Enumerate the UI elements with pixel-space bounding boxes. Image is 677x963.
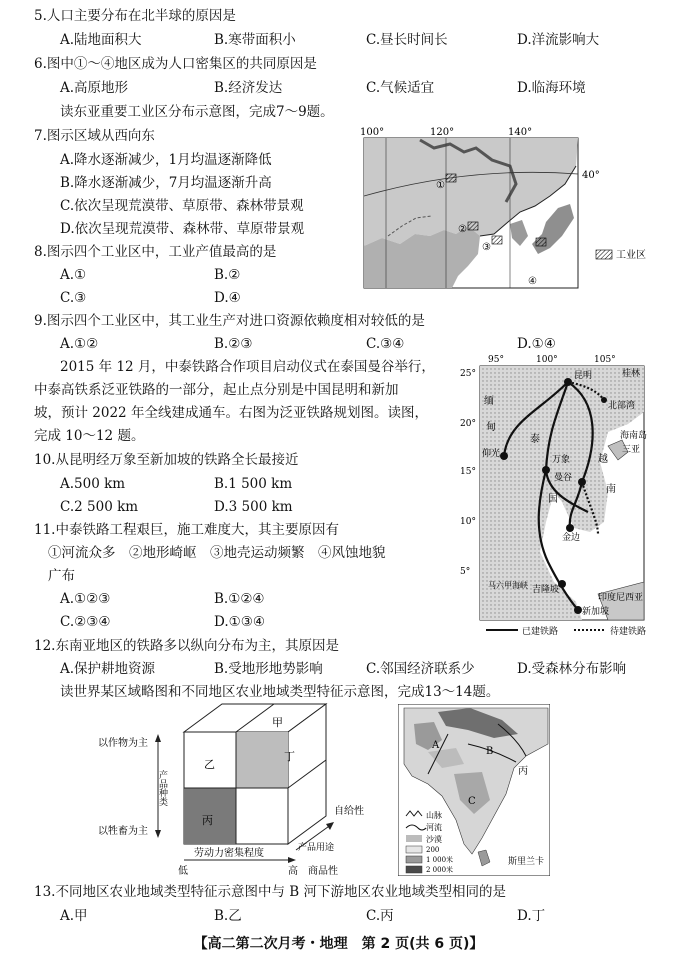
south-asia-map [398, 704, 550, 876]
map2-lat-5: 5° [460, 567, 471, 577]
map2-lon-95: 95° [488, 355, 504, 365]
map3-srilanka: 斯里兰卡 [508, 857, 545, 867]
q9-option-d: D.①④ [517, 336, 556, 352]
cube-labor: 劳动力密集程度 [194, 848, 264, 859]
map2-legend-planned: 待建铁路 [610, 627, 647, 637]
q9-option-b: B.②③ [214, 336, 253, 352]
cube-ding: 丁 [284, 750, 295, 763]
q11-stem: 11.中泰铁路工程艰巨，施工难度大，其主要原因有 [34, 522, 339, 538]
map2-mangu: 曼谷 [554, 473, 573, 483]
map2-hainan: 海南岛 [620, 431, 648, 441]
q7-option-d: D.依次呈现荒漠带、森林带、草原带景观 [60, 221, 305, 237]
map2-nan: 南 [606, 484, 616, 495]
map2-lon-105: 105° [594, 355, 616, 365]
map2-jilongpo: 吉隆坡 [532, 585, 560, 595]
q7-option-c: C.依次呈现荒漠带、草原带、森林带景观 [60, 198, 304, 214]
east-asia-industrial-map [360, 126, 650, 292]
q10-option-d: D.3 500 km [214, 499, 293, 515]
map2-guo: 国 [548, 494, 558, 505]
q10-option-c: C.2 500 km [60, 499, 139, 515]
q9-option-c: C.③④ [366, 336, 405, 352]
map2-dian: 甸 [486, 422, 496, 433]
map2-xinjiapo: 新加坡 [582, 607, 610, 617]
map2-legend-built: 已建铁路 [522, 627, 559, 637]
cube-low: 低 [178, 866, 188, 877]
q13-stem: 13.不同地区农业地域类型特征示意图中与 B 河下游地区农业地域类型相同的是 [34, 884, 506, 900]
map1-lat-40: 40° [582, 170, 600, 181]
q8-stem: 8.图示四个工业区中，工业产值最高的是 [34, 244, 277, 260]
q13-option-c: C.丙 [366, 908, 394, 924]
map2-lat-25: 25° [460, 369, 476, 379]
cube-high: 高 [288, 866, 298, 877]
map2-lat-10: 10° [460, 517, 476, 527]
map3-bing: 丙 [518, 766, 528, 777]
q11-option-a: A.①②③ [60, 591, 111, 607]
q6-option-c: C.气候适宜 [366, 80, 435, 96]
map3-C: C [468, 796, 476, 807]
map3-legend-1000: 1 000米 [426, 856, 454, 864]
q13-option-b: B.乙 [214, 908, 242, 924]
map3-legend-1000-symbol [406, 856, 422, 863]
q7-stem: 7.图示区域从西向东 [34, 128, 155, 144]
map3-B: B [486, 746, 494, 757]
q10-stem: 10.从昆明经万象至新加坡的铁路全长最接近 [34, 452, 299, 468]
map3-legend-2000-symbol [406, 866, 422, 873]
q8-option-d: D.④ [214, 290, 241, 306]
map2-mian: 缅 [484, 396, 494, 407]
map1-legend-label: 工业区 [616, 250, 646, 261]
cube-axis-product: 产品种类 [157, 770, 167, 806]
map3-legend-2000: 2 000米 [426, 866, 454, 874]
map3-A: A [432, 740, 440, 751]
q6-option-b: B.经济发达 [214, 80, 283, 96]
map2-lat-20: 20° [460, 419, 476, 429]
page-footer: 【高二第二次月考・地理 第 2 页(共 6 页)】 [193, 936, 484, 952]
q11-statements-cont: 广布 [48, 568, 75, 584]
cube-axis-market: 产品用途 [298, 843, 335, 853]
q6-option-a: A.高原地形 [60, 80, 129, 96]
q12-option-d: D.受森林分布影响 [517, 661, 627, 677]
map1-lon-140: 140° [508, 127, 533, 138]
map2-yangguang: 仰光 [482, 449, 501, 459]
cube-self: 自给性 [334, 806, 364, 817]
q5-option-a: A.陆地面积大 [60, 32, 142, 48]
map1-lon-100: 100° [360, 127, 385, 138]
q8-option-c: C.③ [60, 290, 87, 306]
map2-malacca: 马六甲海峡 [488, 581, 528, 590]
cube-bing: 丙 [202, 814, 213, 827]
map2-lon-100: 100° [536, 355, 558, 365]
cube-commodity: 商品性 [308, 866, 338, 877]
map1-marker-4: ④ [528, 276, 537, 287]
q8-option-a: A.① [60, 267, 87, 283]
map1-lon-120: 120° [430, 127, 455, 138]
cube-jia: 甲 [272, 716, 283, 729]
map2-guilin: 桂林 [622, 369, 641, 379]
q5-stem: 5.人口主要分布在北半球的原因是 [34, 8, 236, 24]
map2-beibu: 北部湾 [608, 401, 636, 411]
q8-option-b: B.② [214, 267, 241, 283]
map1-marker-3: ③ [482, 242, 491, 253]
map3-legend-200: 200 [426, 846, 440, 854]
map3-legend-desert-symbol [406, 835, 422, 842]
map3-legend-200-symbol [406, 846, 422, 853]
map3-legend-desert: 沙漠 [426, 835, 442, 844]
q9-option-a: A.①② [60, 336, 99, 352]
pan-asia-railway-map [458, 352, 672, 638]
intro-10-12-line1: 2015 年 12 月，中泰铁路合作项目启动仪式在泰国曼谷举行， [60, 359, 435, 375]
map1-legend-swatch [596, 250, 612, 259]
q5-option-d: D.洋流影响大 [517, 32, 600, 48]
q6-stem: 6.图中①～④地区成为人口密集区的共同原因是 [34, 56, 317, 72]
intro-10-12-line2: 中泰高铁系泛亚铁路的一部分，起止点分别是中国昆明和新加 [34, 382, 399, 398]
cube-yi: 乙 [204, 758, 215, 771]
q13-option-d: D.丁 [517, 908, 546, 924]
q12-stem: 12.东南亚地区的铁路多以纵向分布为主，其原因是 [34, 638, 339, 654]
agriculture-type-cube [98, 700, 380, 878]
q11-option-b: B.①②④ [214, 591, 265, 607]
q11-option-d: D.①③④ [214, 614, 265, 630]
map1-marker-1: ① [436, 180, 445, 191]
map3-legend-river: 河流 [426, 823, 442, 832]
map2-yue: 越 [598, 454, 608, 465]
cube-top-label: 以作物为主 [98, 738, 148, 749]
map3-legend-mountain: 山脉 [426, 811, 442, 820]
q11-option-c: C.②③④ [60, 614, 111, 630]
intro-10-12-line4: 完成 10～12 题。 [34, 428, 145, 444]
map2-lat-15: 15° [460, 467, 476, 477]
q5-option-c: C.昼长时间长 [366, 32, 448, 48]
q12-option-b: B.受地形地势影响 [214, 661, 323, 677]
q6-option-d: D.临海环境 [517, 80, 586, 96]
q11-statements: ①河流众多 ②地形崎岖 ③地壳运动频繁 ④风蚀地貌 [48, 545, 386, 561]
map2-indonesia: 印度尼西亚 [598, 593, 644, 603]
intro-10-12-line3: 坡，预计 2022 年全线建成通车。右图为泛亚铁路规划图。读图， [34, 405, 428, 421]
map2-sanya: 三亚 [622, 445, 641, 455]
q12-option-a: A.保护耕地资源 [60, 661, 156, 677]
map2-kunming: 昆明 [574, 371, 593, 381]
map2-wanxiang: 万象 [552, 455, 571, 465]
map2-jinbian: 金边 [562, 533, 581, 543]
q10-option-b: B.1 500 km [214, 476, 293, 492]
q9-stem: 9.图示四个工业区中，其工业生产对进口资源依赖度相对较低的是 [34, 313, 425, 329]
q10-option-a: A.500 km [60, 476, 126, 492]
q7-option-a: A.降水逐渐减少，1月均温逐渐降低 [60, 152, 272, 168]
q13-option-a: A.甲 [60, 908, 88, 924]
map1-marker-2: ② [458, 224, 467, 235]
intro-7-9: 读东亚重要工业区分布示意图，完成7～9题。 [60, 104, 334, 120]
intro-13-14: 读世界某区域略图和不同地区农业地域类型特征示意图，完成13～14题。 [60, 684, 500, 700]
q7-option-b: B.降水逐渐减少，7月均温逐渐升高 [60, 175, 272, 191]
map2-tai: 泰 [530, 434, 540, 445]
q5-option-b: B.寒带面积小 [214, 32, 296, 48]
q12-option-c: C.邻国经济联系少 [366, 661, 475, 677]
cube-bottom-label: 以牲畜为主 [98, 826, 148, 837]
